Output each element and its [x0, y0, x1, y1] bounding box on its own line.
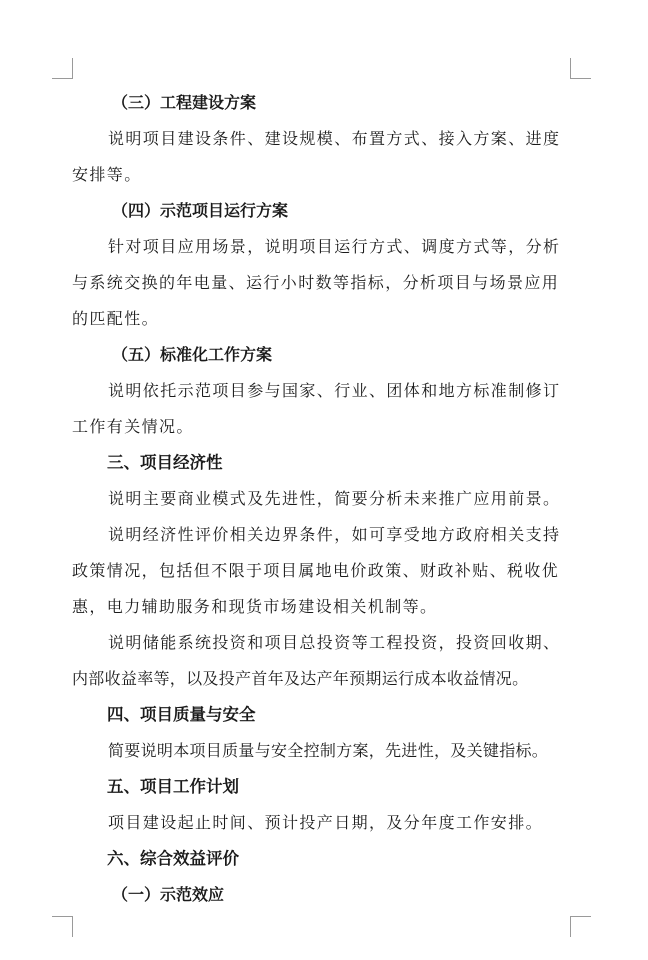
section-heading-work-plan: 五、项目工作计划	[107, 777, 239, 796]
paragraph-line: 内部收益率等，以及投产首年及达产年预期运行成本收益情况。	[72, 669, 529, 688]
section-heading-quality-safety: 四、项目质量与安全	[107, 705, 256, 724]
paragraph-line: 项目建设起止时间、预计投产日期，及分年度工作安排。	[108, 813, 544, 832]
crop-mark-bottom-right	[570, 916, 591, 937]
paragraph-line: 惠，电力辅助服务和现货市场建设相关机制等。	[72, 597, 438, 616]
paragraph-line: 安排等。	[72, 165, 142, 184]
paragraph-line: 针对项目应用场景，说明项目运行方式、调度方式等，分析	[108, 237, 561, 256]
paragraph-line: 简要说明本项目质量与安全控制方案，先进性，及关键指标。	[108, 741, 549, 760]
paragraph-line: 说明项目建设条件、建设规模、布置方式、接入方案、进度	[108, 129, 561, 148]
document-body	[72, 85, 570, 913]
sub-heading-demonstration-effect: （一）示范效应	[112, 885, 225, 904]
sub-heading-construction-plan: （三）工程建设方案	[112, 93, 257, 112]
paragraph-line: 说明依托示范项目参与国家、行业、团体和地方标准制修订	[108, 381, 561, 400]
paragraph-line: 说明储能系统投资和项目总投资等工程投资，投资回收期、	[108, 633, 561, 652]
section-heading-benefit-evaluation: 六、综合效益评价	[107, 849, 239, 868]
sub-heading-standardization-plan: （五）标准化工作方案	[112, 345, 273, 364]
paragraph-line: 与系统交换的年电量、运行小时数等指标，分析项目与场景应用	[72, 273, 560, 292]
crop-mark-top-right	[570, 58, 591, 79]
paragraph-line: 说明经济性评价相关边界条件，如可享受地方政府相关支持	[108, 525, 561, 544]
paragraph-line: 说明主要商业模式及先进性，简要分析未来推广应用前景。	[108, 489, 561, 508]
section-heading-economics: 三、项目经济性	[107, 453, 223, 472]
crop-mark-top-left	[52, 58, 73, 79]
sub-heading-operation-plan: （四）示范项目运行方案	[112, 201, 289, 220]
paragraph-line: 政策情况，包括但不限于项目属地电价政策、财政补贴、税收优	[72, 561, 560, 580]
paragraph-line: 的匹配性。	[72, 309, 160, 328]
crop-mark-bottom-left	[52, 916, 73, 937]
paragraph-line: 工作有关情况。	[72, 417, 194, 436]
